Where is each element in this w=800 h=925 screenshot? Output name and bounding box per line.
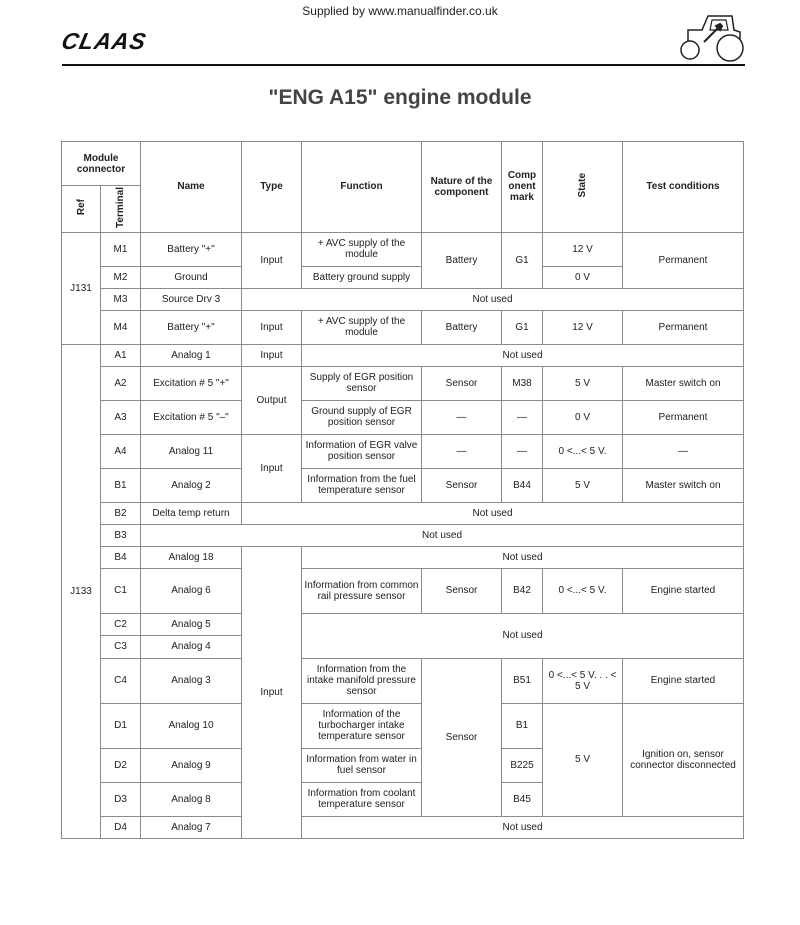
function-cell: Information of EGR valve position sensor	[302, 434, 422, 468]
table-row	[62, 502, 744, 524]
terminal-header: Terminal	[101, 186, 141, 233]
state-cell: 5 V	[543, 468, 623, 502]
not-used-cell: Not used	[302, 816, 744, 838]
name-cell: Excitation # 5 "+"	[141, 366, 242, 400]
name-header: Name	[141, 142, 242, 233]
page-title: "ENG A15" engine module	[268, 86, 532, 109]
name-cell: Analog 4	[141, 635, 242, 658]
mark-cell: B42	[502, 568, 543, 613]
nature-cell: Sensor	[422, 366, 502, 400]
module-connector-header: Module connector	[62, 142, 141, 186]
not-used-cell: Not used	[302, 344, 744, 366]
terminal-cell: A1	[101, 344, 141, 366]
ref-header: Ref	[62, 186, 101, 233]
name-cell: Analog 7	[141, 816, 242, 838]
terminal-cell: B1	[101, 468, 141, 502]
state-cell: 0 <...< 5 V.	[543, 568, 623, 613]
type-header: Type	[242, 142, 302, 233]
terminal-cell: D2	[101, 748, 141, 782]
test-conditions-header: Test conditions	[623, 142, 744, 233]
mark-cell: G1	[502, 310, 543, 344]
terminal-cell: A2	[101, 366, 141, 400]
nature-cell: Sensor	[422, 658, 502, 816]
terminal-cell: M2	[101, 266, 141, 288]
nature-cell: —	[422, 400, 502, 434]
name-cell: Analog 1	[141, 344, 242, 366]
function-cell: + AVC supply of the module	[302, 232, 422, 266]
state-cell: 0 V	[543, 400, 623, 434]
type-cell: Input	[242, 344, 302, 366]
function-cell: Information from coolant temperature sensor	[302, 782, 422, 816]
terminal-cell: D1	[101, 703, 141, 748]
component-mark-header: Comp onent mark	[502, 142, 543, 233]
terminal-cell: C1	[101, 568, 141, 613]
terminal-cell: B3	[101, 524, 141, 546]
name-cell: Analog 3	[141, 658, 242, 703]
terminal-cell: D4	[101, 816, 141, 838]
name-cell: Analog 2	[141, 468, 242, 502]
supplied-by-text: Supplied by www.manualfinder.co.uk	[302, 4, 498, 18]
nature-cell: Battery	[422, 232, 502, 288]
table-row	[62, 310, 744, 344]
table-row	[62, 344, 744, 366]
state-cell: 0 <...< 5 V. . . < 5 V	[543, 658, 623, 703]
ref-j133: J133	[62, 344, 101, 838]
name-cell: Excitation # 5 "–"	[141, 400, 242, 434]
function-cell: Battery ground supply	[302, 266, 422, 288]
state-header: State	[543, 142, 623, 233]
not-used-cell: Not used	[302, 613, 744, 658]
table-row	[62, 232, 744, 266]
not-used-cell: Not used	[141, 524, 744, 546]
function-cell: Information from the fuel temperature sensor	[302, 468, 422, 502]
not-used-cell: Not used	[242, 288, 744, 310]
function-cell: Ground supply of EGR position sensor	[302, 400, 422, 434]
connector-table	[61, 141, 744, 839]
terminal-cell: A3	[101, 400, 141, 434]
function-cell: Information from water in fuel sensor	[302, 748, 422, 782]
name-cell: Analog 10	[141, 703, 242, 748]
table-row	[62, 468, 744, 502]
condition-cell: Ignition on, sensor connector disconnected	[623, 703, 744, 816]
name-cell: Source Drv 3	[141, 288, 242, 310]
terminal-cell: A4	[101, 434, 141, 468]
type-cell: Input	[242, 232, 302, 288]
nature-cell: Sensor	[422, 468, 502, 502]
name-cell: Analog 5	[141, 613, 242, 635]
function-cell: Information of the turbocharger intake temperature sensor	[302, 703, 422, 748]
mark-cell: —	[502, 400, 543, 434]
condition-cell: Engine started	[623, 568, 744, 613]
terminal-cell: C4	[101, 658, 141, 703]
not-used-cell: Not used	[302, 546, 744, 568]
table-row	[62, 400, 744, 434]
function-header: Function	[302, 142, 422, 233]
table-row	[62, 568, 744, 613]
mark-cell: G1	[502, 232, 543, 288]
tractor-wrench-icon	[668, 8, 746, 64]
condition-cell: —	[623, 434, 744, 468]
condition-cell: Master switch on	[623, 366, 744, 400]
name-cell: Analog 8	[141, 782, 242, 816]
mark-cell: M38	[502, 366, 543, 400]
table-row	[62, 524, 744, 546]
mark-cell: B51	[502, 658, 543, 703]
table-row	[62, 816, 744, 838]
name-cell: Analog 18	[141, 546, 242, 568]
nature-cell: Battery	[422, 310, 502, 344]
type-cell: Input	[242, 434, 302, 502]
state-cell: 12 V	[543, 310, 623, 344]
condition-cell: Engine started	[623, 658, 744, 703]
terminal-cell: M1	[101, 232, 141, 266]
header-rule	[62, 64, 745, 66]
condition-cell: Master switch on	[623, 468, 744, 502]
state-cell: 5 V	[543, 703, 623, 816]
terminal-cell: D3	[101, 782, 141, 816]
mark-cell: —	[502, 434, 543, 468]
terminal-cell: B2	[101, 502, 141, 524]
function-cell: Information from common rail pressure sensor	[302, 568, 422, 613]
name-cell: Battery "+"	[141, 310, 242, 344]
mark-cell: B225	[502, 748, 543, 782]
name-cell: Ground	[141, 266, 242, 288]
ref-j131: J131	[62, 232, 101, 344]
terminal-cell: B4	[101, 546, 141, 568]
table-row	[62, 288, 744, 310]
condition-cell: Permanent	[623, 310, 744, 344]
table-row	[62, 434, 744, 468]
table-row	[62, 658, 744, 703]
condition-cell: Permanent	[623, 400, 744, 434]
name-cell: Analog 11	[141, 434, 242, 468]
name-cell: Battery "+"	[141, 232, 242, 266]
claas-logo: CLAAS	[59, 28, 150, 54]
not-used-cell: Not used	[242, 502, 744, 524]
name-cell: Delta temp return	[141, 502, 242, 524]
function-cell: Information from the intake manifold pressure sensor	[302, 658, 422, 703]
mark-cell: B1	[502, 703, 543, 748]
state-cell: 12 V	[543, 232, 623, 266]
nature-cell: —	[422, 434, 502, 468]
table-row	[62, 613, 744, 635]
nature-header: Nature of the component	[422, 142, 502, 233]
condition-cell: Permanent	[623, 232, 744, 288]
terminal-cell: M4	[101, 310, 141, 344]
type-cell: Input	[242, 310, 302, 344]
state-cell: 0 <...< 5 V.	[543, 434, 623, 468]
terminal-cell: C2	[101, 613, 141, 635]
function-cell: + AVC supply of the module	[302, 310, 422, 344]
name-cell: Analog 9	[141, 748, 242, 782]
name-cell: Analog 6	[141, 568, 242, 613]
type-cell: Input	[242, 546, 302, 838]
terminal-cell: C3	[101, 635, 141, 658]
table-row	[62, 366, 744, 400]
state-cell: 5 V	[543, 366, 623, 400]
table-row	[62, 703, 744, 748]
table-row	[62, 546, 744, 568]
terminal-cell: M3	[101, 288, 141, 310]
nature-cell: Sensor	[422, 568, 502, 613]
mark-cell: B44	[502, 468, 543, 502]
mark-cell: B45	[502, 782, 543, 816]
type-cell: Output	[242, 366, 302, 434]
state-cell: 0 V	[543, 266, 623, 288]
function-cell: Supply of EGR position sensor	[302, 366, 422, 400]
